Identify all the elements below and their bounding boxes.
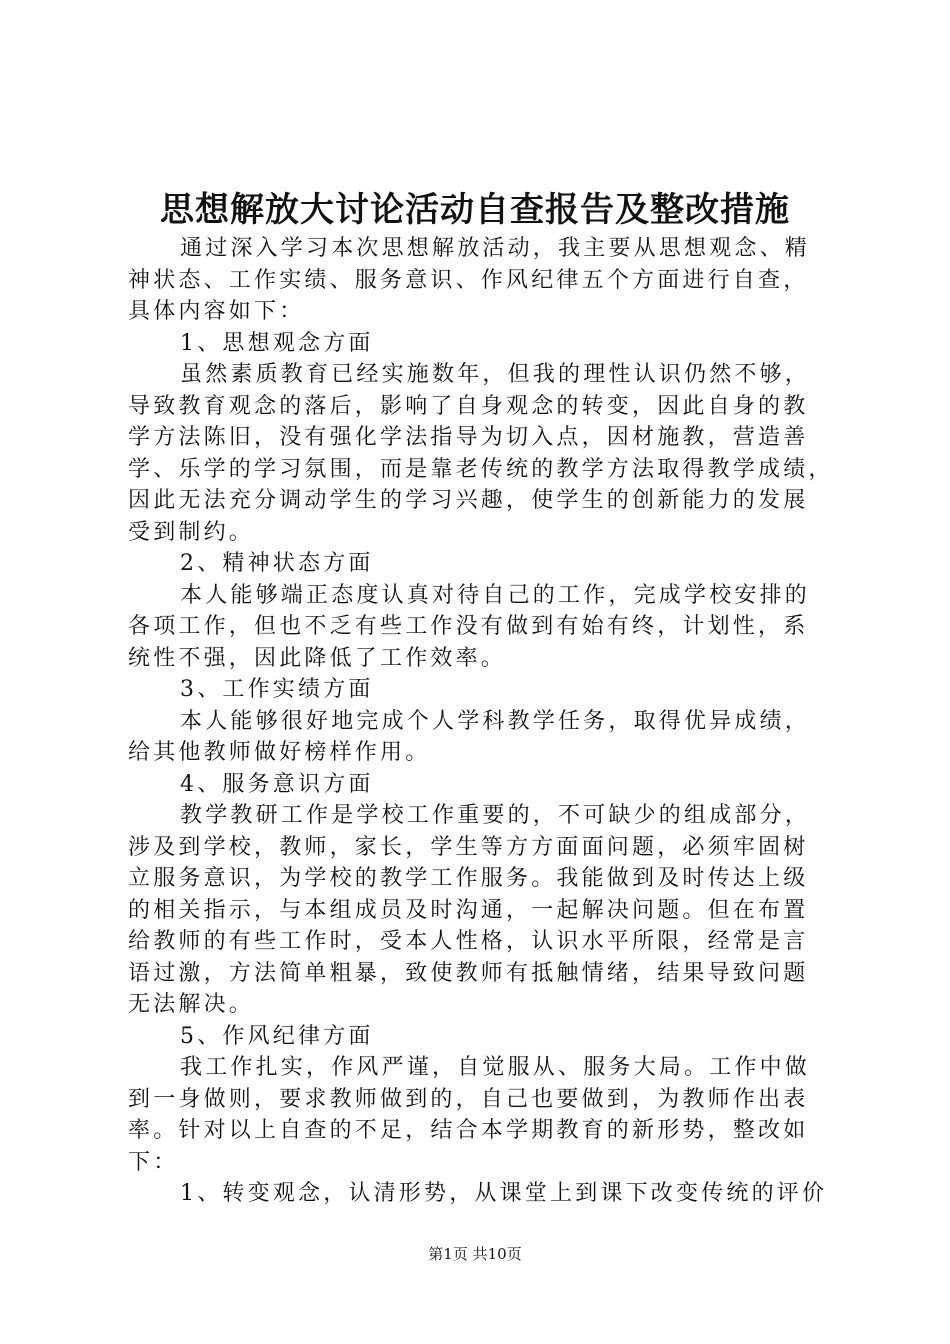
body-line: 神状态、工作实绩、服务意识、作风纪律五个方面进行自查， xyxy=(128,267,809,293)
section-heading-4: 4、服务意识方面 xyxy=(180,771,374,797)
section-heading-3: 3、工作实绩方面 xyxy=(180,677,374,702)
body-line: 给其他教师做好榜样作用。 xyxy=(128,740,431,765)
body-line: 我工作扎实，作风严谨，自觉服从、服务大局。工作中做 xyxy=(180,1055,811,1080)
body-line: 虽然素质教育已经实施数年，但我的理性认识仍然不够， xyxy=(180,362,811,387)
body-line: 立服务意识，为学校的教学工作服务。我能做到及时传达上级 xyxy=(128,866,809,891)
document-body xyxy=(128,233,834,1210)
document-title: 思想解放大讨论活动自查报告及整改措施 xyxy=(160,190,790,230)
body-line: 具体内容如下： xyxy=(128,299,305,324)
body-line: 因此无法充分调动学生的学习兴趣，使学生的创新能力的发展 xyxy=(128,488,809,513)
body-line: 教学教研工作是学校工作重要的，不可缺少的组成部分， xyxy=(180,803,811,828)
section-heading-1: 1、思想观念方面 xyxy=(180,330,374,356)
body-line: 率。针对以上自查的不足，结合本学期教育的新形势，整改如 xyxy=(128,1118,809,1143)
page-footer: 第1页 共10页 xyxy=(428,1245,522,1263)
body-line: 本人能够端正态度认真对待自己的工作，完成学校安排的 xyxy=(180,582,811,608)
body-line: 统性不强，因此降低了工作效率。 xyxy=(128,645,507,671)
body-line: 本人能够很好地完成个人学科教学任务，取得优异成绩， xyxy=(180,708,811,734)
body-line: 无法解决。 xyxy=(128,992,255,1017)
body-line: 学、乐学的学习氛围，而是靠老传统的教学方法取得教学成绩， xyxy=(128,456,834,482)
body-line: 1、转变观念，认清形势，从课堂上到课下改变传统的评价 xyxy=(180,1181,828,1206)
body-line: 受到制约。 xyxy=(128,519,255,545)
section-heading-2: 2、精神状态方面 xyxy=(180,551,374,576)
body-line: 学方法陈旧，没有强化学法指导为切入点，因材施教，营造善 xyxy=(128,425,809,450)
body-line: 导致教育观念的落后，影响了自身观念的转变，因此自身的教 xyxy=(128,393,809,419)
body-line: 的相关指示，与本组成员及时沟通，一起解决问题。但在布置 xyxy=(128,897,809,923)
body-line: 到一身做则，要求教师做到的，自己也要做到，为教师作出表 xyxy=(128,1086,809,1112)
body-line: 给教师的有些工作时，受本人性格，认识水平所限，经常是言 xyxy=(128,929,809,954)
body-line: 语过激，方法简单粗暴，致使教师有抵触情绪，结果导致问题 xyxy=(128,960,809,986)
body-line: 通过深入学习本次思想解放活动，我主要从思想观念、精 xyxy=(180,236,811,261)
body-line: 各项工作，但也不乏有些工作没有做到有始有终，计划性，系 xyxy=(128,614,809,639)
section-heading-5: 5、作风纪律方面 xyxy=(180,1023,374,1049)
body-line: 下： xyxy=(128,1149,179,1175)
body-line: 涉及到学校，教师，家长，学生等方方面面问题，必须牢固树 xyxy=(128,834,809,860)
